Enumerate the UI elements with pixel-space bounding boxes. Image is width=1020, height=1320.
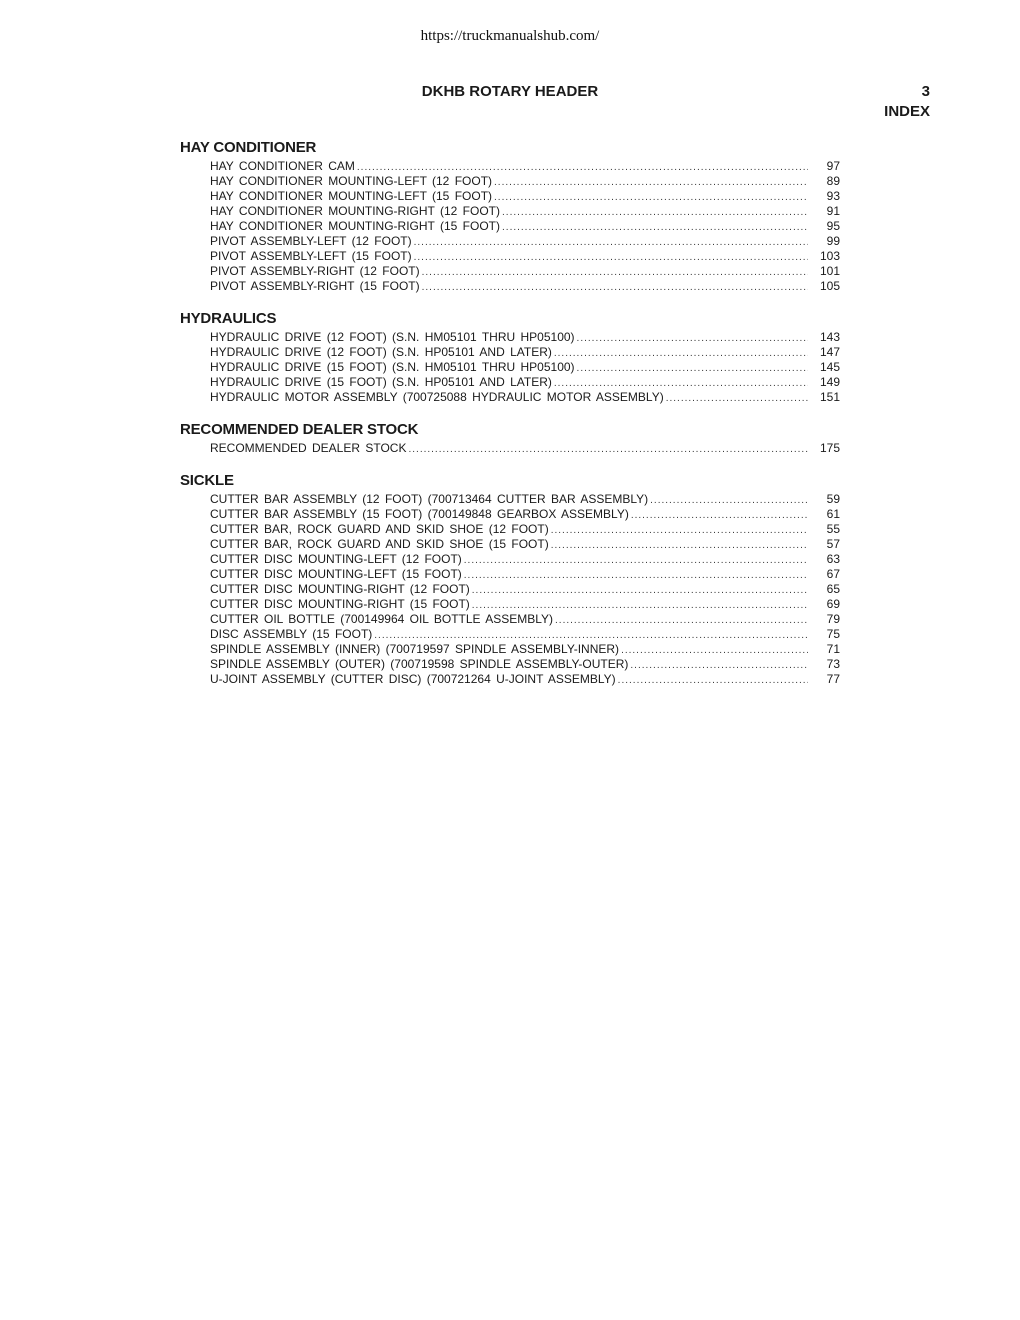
dot-leader <box>577 361 808 376</box>
entry-label: HAY CONDITIONER MOUNTING-LEFT (15 FOOT) <box>210 189 493 203</box>
entry-page-number: 77 <box>826 672 840 686</box>
index-entry[interactable] <box>180 507 840 522</box>
entry-page-number: 67 <box>826 567 840 581</box>
index-entry[interactable] <box>180 657 840 672</box>
index-entry[interactable] <box>180 642 840 657</box>
entry-label: CUTTER BAR ASSEMBLY (15 FOOT) (700149848 GEARBOX ASSEMBLY) <box>210 507 629 521</box>
entry-label: PIVOT ASSEMBLY-RIGHT (15 FOOT) <box>210 279 420 293</box>
entry-page-number: 61 <box>826 507 840 521</box>
index-content <box>180 139 840 703</box>
entry-label: CUTTER DISC MOUNTING-RIGHT (12 FOOT) <box>210 582 470 596</box>
entry-label: PIVOT ASSEMBLY-LEFT (15 FOOT) <box>210 249 412 263</box>
section-title: RECOMMENDED DEALER STOCK <box>180 421 419 438</box>
dot-leader <box>630 658 808 673</box>
entry-page-number: 73 <box>826 657 840 671</box>
dot-leader <box>414 235 808 250</box>
entry-page-number: 149 <box>819 375 840 389</box>
entry-label: CUTTER DISC MOUNTING-LEFT (12 FOOT) <box>210 552 462 566</box>
entry-page-number: 75 <box>826 627 840 641</box>
entry-page-number: 147 <box>819 345 840 359</box>
index-entry[interactable] <box>180 597 840 612</box>
dot-leader <box>618 673 808 688</box>
entry-label: CUTTER BAR, ROCK GUARD AND SKID SHOE (12 FOOT) <box>210 522 549 536</box>
entry-label: HYDRAULIC DRIVE (15 FOOT) (S.N. HP05101 AND LATER) <box>210 375 552 389</box>
dot-leader <box>494 190 808 205</box>
entry-page-number: 63 <box>826 552 840 566</box>
entry-page-number: 145 <box>819 360 840 374</box>
entry-page-number: 89 <box>826 174 840 188</box>
section-title: HAY CONDITIONER <box>180 139 317 156</box>
index-entry[interactable] <box>180 537 840 552</box>
page-number: 3 <box>921 83 930 100</box>
entry-label: SPINDLE ASSEMBLY (INNER) (700719597 SPINDLE ASSEMBLY-INNER) <box>210 642 620 656</box>
dot-leader <box>631 508 808 523</box>
index-entry[interactable] <box>180 360 840 375</box>
entry-page-number: 97 <box>826 159 840 173</box>
dot-leader <box>374 628 808 643</box>
dot-leader <box>357 160 808 175</box>
index-section <box>180 421 840 456</box>
entry-page-number: 91 <box>826 204 840 218</box>
dot-leader <box>422 265 808 280</box>
entry-label: HAY CONDITIONER CAM <box>210 159 355 173</box>
index-entry[interactable] <box>180 330 840 345</box>
entry-label: CUTTER BAR, ROCK GUARD AND SKID SHOE (15 FOOT) <box>210 537 549 551</box>
entry-page-number: 55 <box>826 522 840 536</box>
entry-list <box>180 492 840 687</box>
dot-leader <box>408 442 808 457</box>
index-entry[interactable] <box>180 390 840 405</box>
index-entry[interactable] <box>180 345 840 360</box>
dot-leader <box>472 583 808 598</box>
dot-leader <box>494 175 808 190</box>
entry-label: PIVOT ASSEMBLY-LEFT (12 FOOT) <box>210 234 412 248</box>
index-entry[interactable] <box>180 189 840 204</box>
dot-leader <box>464 553 808 568</box>
index-entry[interactable] <box>180 582 840 597</box>
dot-leader <box>472 598 808 613</box>
entry-label: HAY CONDITIONER MOUNTING-RIGHT (15 FOOT) <box>210 219 501 233</box>
entry-page-number: 175 <box>819 441 840 455</box>
entry-page-number: 95 <box>826 219 840 233</box>
index-entry[interactable] <box>180 672 840 687</box>
section-title: HYDRAULICS <box>180 310 277 327</box>
entry-page-number: 105 <box>819 279 840 293</box>
index-entry[interactable] <box>180 264 840 279</box>
entry-page-number: 101 <box>819 264 840 278</box>
entry-label: PIVOT ASSEMBLY-RIGHT (12 FOOT) <box>210 264 420 278</box>
entry-label: HAY CONDITIONER MOUNTING-LEFT (12 FOOT) <box>210 174 493 188</box>
document-title: DKHB ROTARY HEADER <box>421 83 599 100</box>
section-title: SICKLE <box>180 472 234 489</box>
dot-leader <box>621 643 808 658</box>
entry-page-number: 151 <box>819 390 840 404</box>
entry-page-number: 65 <box>826 582 840 596</box>
index-entry[interactable] <box>180 492 840 507</box>
index-entry[interactable] <box>180 375 840 390</box>
entry-page-number: 103 <box>819 249 840 263</box>
dot-leader <box>502 205 808 220</box>
index-entry[interactable] <box>180 279 840 294</box>
index-entry[interactable] <box>180 234 840 249</box>
entry-list <box>180 441 840 456</box>
entry-label: CUTTER BAR ASSEMBLY (12 FOOT) (700713464 CUTTER BAR ASSEMBLY) <box>210 492 649 506</box>
dot-leader <box>555 613 808 628</box>
dot-leader <box>577 331 808 346</box>
index-entry[interactable] <box>180 627 840 642</box>
entry-page-number: 99 <box>826 234 840 248</box>
dot-leader <box>666 391 808 406</box>
dot-leader <box>502 220 808 235</box>
entry-label: HYDRAULIC DRIVE (12 FOOT) (S.N. HP05101 AND LATER) <box>210 345 552 359</box>
entry-page-number: 143 <box>819 330 840 344</box>
dot-leader <box>551 523 808 538</box>
index-section <box>180 472 840 687</box>
index-entry[interactable] <box>180 219 840 234</box>
entry-list <box>180 330 840 405</box>
entry-page-number: 79 <box>826 612 840 626</box>
dot-leader <box>551 538 808 553</box>
entry-label: DISC ASSEMBLY (15 FOOT) <box>210 627 373 641</box>
index-section <box>180 139 840 294</box>
entry-page-number: 59 <box>826 492 840 506</box>
index-entry[interactable] <box>180 522 840 537</box>
index-entry[interactable] <box>180 552 840 567</box>
dot-leader <box>422 280 808 295</box>
index-entry[interactable] <box>180 612 840 627</box>
entry-label: U-JOINT ASSEMBLY (CUTTER DISC) (700721264 U-JOINT ASSEMBLY) <box>210 672 616 686</box>
index-section <box>180 310 840 405</box>
dot-leader <box>554 376 808 391</box>
source-url[interactable]: https://truckmanualshub.com/ <box>420 28 600 44</box>
entry-label: HYDRAULIC MOTOR ASSEMBLY (700725088 HYDRAULIC MOTOR ASSEMBLY) <box>210 390 664 404</box>
dot-leader <box>414 250 808 265</box>
entry-page-number: 71 <box>826 642 840 656</box>
dot-leader <box>650 493 808 508</box>
entry-page-number: 93 <box>826 189 840 203</box>
entry-label: CUTTER DISC MOUNTING-RIGHT (15 FOOT) <box>210 597 470 611</box>
index-entry[interactable] <box>180 567 840 582</box>
entry-label: SPINDLE ASSEMBLY (OUTER) (700719598 SPINDLE ASSEMBLY-OUTER) <box>210 657 629 671</box>
entry-page-number: 57 <box>826 537 840 551</box>
entry-list <box>180 159 840 294</box>
entry-label: HYDRAULIC DRIVE (15 FOOT) (S.N. HM05101 THRU HP05100) <box>210 360 575 374</box>
entry-label: CUTTER OIL BOTTLE (700149964 OIL BOTTLE ASSEMBLY) <box>210 612 554 626</box>
index-entry[interactable] <box>180 204 840 219</box>
index-label: INDEX <box>884 103 930 120</box>
dot-leader <box>464 568 808 583</box>
entry-label: CUTTER DISC MOUNTING-LEFT (15 FOOT) <box>210 567 462 581</box>
index-entry[interactable] <box>180 174 840 189</box>
entry-label: HAY CONDITIONER MOUNTING-RIGHT (12 FOOT) <box>210 204 501 218</box>
index-entry[interactable] <box>180 441 840 456</box>
entry-label: HYDRAULIC DRIVE (12 FOOT) (S.N. HM05101 THRU HP05100) <box>210 330 575 344</box>
entry-label: RECOMMENDED DEALER STOCK <box>210 441 407 455</box>
entry-page-number: 69 <box>826 597 840 611</box>
index-entry[interactable] <box>180 159 840 174</box>
index-entry[interactable] <box>180 249 840 264</box>
dot-leader <box>554 346 808 361</box>
